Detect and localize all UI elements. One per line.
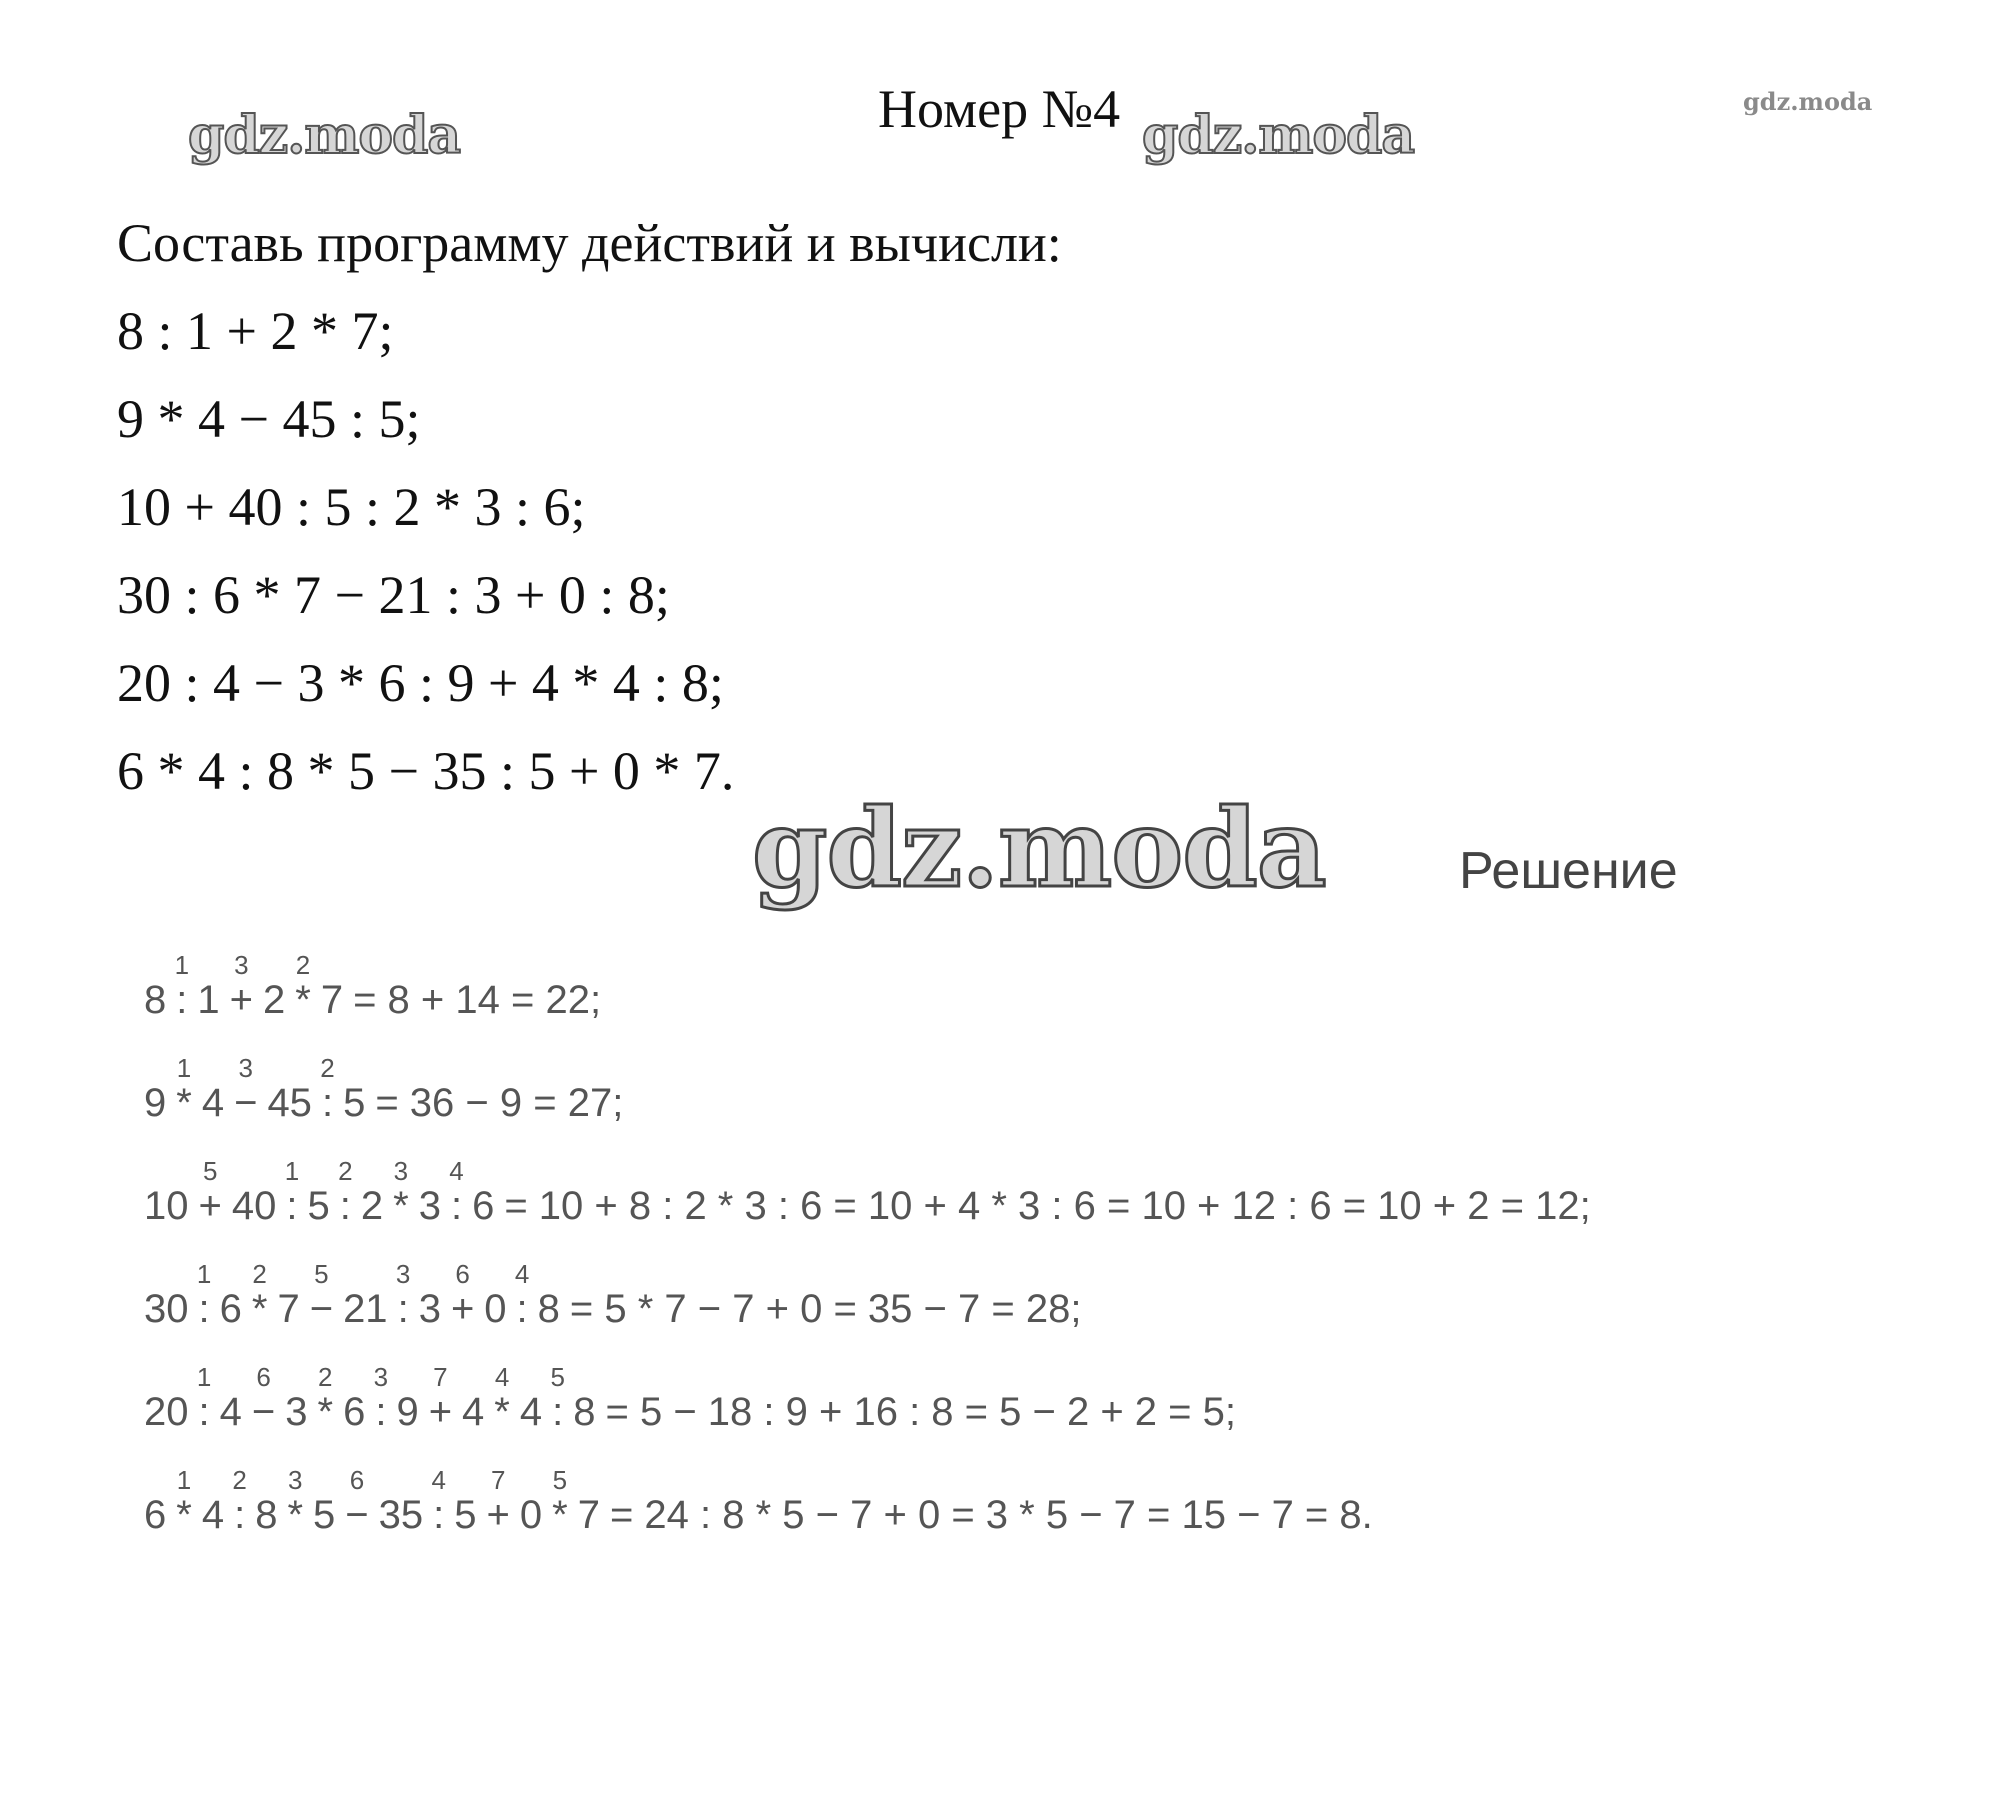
page-title: Номер №4 — [878, 79, 1121, 139]
operator: * 2 — [251, 1259, 268, 1331]
solution-line — [144, 950, 602, 1022]
operator: : 4 — [449, 1156, 464, 1228]
solution-result: = 36 − 9 = 27; — [375, 1081, 624, 1125]
operation-order-number: 2 — [320, 1053, 335, 1083]
operator: * 1 — [176, 1465, 192, 1537]
operand: 4 — [462, 1390, 485, 1434]
solution-result: = 5 − 18 : 9 + 16 : 8 = 5 − 2 + 2 = 5; — [605, 1390, 1236, 1434]
operator: : 4 — [514, 1259, 530, 1331]
operator: : 3 — [373, 1362, 389, 1434]
operator: * 5 — [552, 1465, 568, 1537]
operation-order-number: 2 — [338, 1156, 353, 1186]
solution-result: = 8 + 14 = 22; — [353, 978, 602, 1022]
solution-result: = 10 + 8 : 2 * 3 : 6 = 10 + 4 * 3 : 6 = 10 + 12 : 6 = 10 + 2 = 12; — [504, 1184, 1591, 1228]
operand: 8 — [144, 978, 167, 1022]
task-prompt: Составь программу действий и вычисли: — [117, 213, 1062, 273]
solution-line — [144, 1053, 624, 1125]
operation-order-number: 5 — [314, 1259, 329, 1289]
operation-order-number: 3 — [234, 950, 249, 980]
solution-line — [144, 1465, 1373, 1537]
operation-order-number: 4 — [494, 1362, 510, 1392]
operand: 30 — [144, 1287, 189, 1331]
operation-order-number: 5 — [550, 1362, 565, 1392]
operation-order-number: 1 — [196, 1362, 212, 1392]
operand: 2 — [262, 978, 286, 1022]
operator: + 7 — [428, 1362, 453, 1434]
operator: − 6 — [345, 1465, 369, 1537]
operation-order-number: 4 — [514, 1259, 530, 1289]
watermark-top-left: gdz.moda — [188, 105, 461, 166]
operand: 7 — [577, 1493, 600, 1537]
operand: 5 — [313, 1493, 336, 1537]
operation-order-number: 6 — [455, 1259, 470, 1289]
operand: 8 — [255, 1493, 278, 1537]
operation-order-number: 6 — [256, 1362, 271, 1392]
operation-order-number: 2 — [295, 950, 311, 980]
operand: 21 — [343, 1287, 388, 1331]
operand: 2 — [360, 1184, 384, 1228]
operand: 6 — [343, 1390, 366, 1434]
operator: + 7 — [486, 1465, 510, 1537]
operation-order-number: 5 — [552, 1465, 568, 1495]
operand: 3 — [418, 1184, 441, 1228]
operator: : 1 — [174, 950, 190, 1022]
operator: : 1 — [196, 1362, 212, 1434]
operation-order-number: 3 — [288, 1465, 303, 1495]
operation-order-number: 2 — [252, 1259, 267, 1289]
operand: 9 — [144, 1081, 167, 1125]
task-expression: 10 + 40 : 5 : 2 * 3 : 6; — [117, 477, 586, 537]
task-expression: 9 * 4 − 45 : 5; — [117, 389, 421, 449]
operation-order-number: 7 — [490, 1465, 506, 1495]
operand: 5 — [454, 1493, 477, 1537]
operator: * 3 — [393, 1156, 409, 1228]
solution-heading: Решение — [1459, 842, 1678, 900]
operand: 9 — [396, 1390, 419, 1434]
operand: 6 — [144, 1493, 167, 1537]
operation-order-number: 1 — [196, 1259, 212, 1289]
operator: + 6 — [450, 1259, 475, 1331]
operand: 3 — [285, 1390, 308, 1434]
operator: − 5 — [309, 1259, 334, 1331]
solution-line — [144, 1362, 1236, 1434]
operator: − 6 — [251, 1362, 276, 1434]
operand: 7 — [277, 1287, 300, 1331]
operand: 20 — [144, 1390, 189, 1434]
operand: 5 — [343, 1081, 366, 1125]
operation-order-number: 1 — [176, 1053, 192, 1083]
operator: : 3 — [395, 1259, 411, 1331]
operand: 4 — [219, 1390, 242, 1434]
operand: 4 — [201, 1493, 225, 1537]
operand: 8 — [573, 1390, 596, 1434]
operator: : 4 — [431, 1465, 446, 1537]
operand: 7 — [320, 978, 344, 1022]
task-expression: 20 : 4 − 3 * 6 : 9 + 4 * 4 : 8; — [117, 653, 724, 713]
operator: * 3 — [287, 1465, 304, 1537]
operand: 6 — [472, 1184, 495, 1228]
operator: + 5 — [198, 1156, 222, 1228]
operation-order-number: 3 — [373, 1362, 389, 1392]
operator: * 1 — [176, 1053, 192, 1125]
operation-order-number: 3 — [395, 1259, 411, 1289]
operand: 45 — [267, 1081, 312, 1125]
operation-order-number: 2 — [318, 1362, 333, 1392]
operation-order-number: 7 — [433, 1362, 448, 1392]
operator: * 2 — [317, 1362, 334, 1434]
operation-order-number: 1 — [174, 950, 190, 980]
operand: 4 — [201, 1081, 225, 1125]
operand: 1 — [197, 978, 220, 1022]
watermark-top-right: gdz.moda — [1743, 87, 1873, 116]
solution-result: = 5 * 7 − 7 + 0 = 35 − 7 = 28; — [569, 1287, 1082, 1331]
operator: : 2 — [320, 1053, 335, 1125]
operation-order-number: 6 — [349, 1465, 365, 1495]
operand: 4 — [519, 1390, 543, 1434]
solution-result: = 24 : 8 * 5 − 7 + 0 = 3 * 5 − 7 = 15 − 7 = 8. — [609, 1493, 1373, 1537]
operand: 10 — [144, 1184, 189, 1228]
operand: 0 — [484, 1287, 507, 1331]
operator: : 1 — [196, 1259, 212, 1331]
operand: 5 — [307, 1184, 330, 1228]
watermark-center: gdz.moda — [752, 786, 1326, 912]
operand: 6 — [219, 1287, 242, 1331]
task-expression: 30 : 6 * 7 − 21 : 3 + 0 : 8; — [117, 565, 670, 625]
operand: 40 — [231, 1184, 277, 1228]
operand: 0 — [519, 1493, 543, 1537]
operation-order-number: 4 — [431, 1465, 446, 1495]
task-expression: 6 * 4 : 8 * 5 − 35 : 5 + 0 * 7. — [117, 741, 735, 801]
operator: : 2 — [338, 1156, 353, 1228]
operator: : 1 — [284, 1156, 300, 1228]
watermark-top-center: gdz.moda — [1142, 105, 1415, 166]
task-expression: 8 : 1 + 2 * 7; — [117, 301, 394, 361]
operator: : 5 — [550, 1362, 565, 1434]
operand: 3 — [418, 1287, 441, 1331]
solution-line — [144, 1259, 1082, 1331]
operation-order-number: 3 — [238, 1053, 253, 1083]
operation-order-number: 5 — [202, 1156, 218, 1186]
operator: : 2 — [232, 1465, 247, 1537]
operation-order-number: 3 — [393, 1156, 409, 1186]
operation-order-number: 1 — [176, 1465, 192, 1495]
operation-order-number: 4 — [449, 1156, 464, 1186]
operator: * 4 — [494, 1362, 510, 1434]
solution-line — [144, 1156, 1591, 1228]
operation-order-number: 2 — [232, 1465, 247, 1495]
operator: + 3 — [229, 950, 253, 1022]
operand: 8 — [537, 1287, 560, 1331]
operator: − 3 — [234, 1053, 258, 1125]
operand: 35 — [378, 1493, 424, 1537]
operation-order-number: 1 — [284, 1156, 300, 1186]
operator: * 2 — [295, 950, 311, 1022]
